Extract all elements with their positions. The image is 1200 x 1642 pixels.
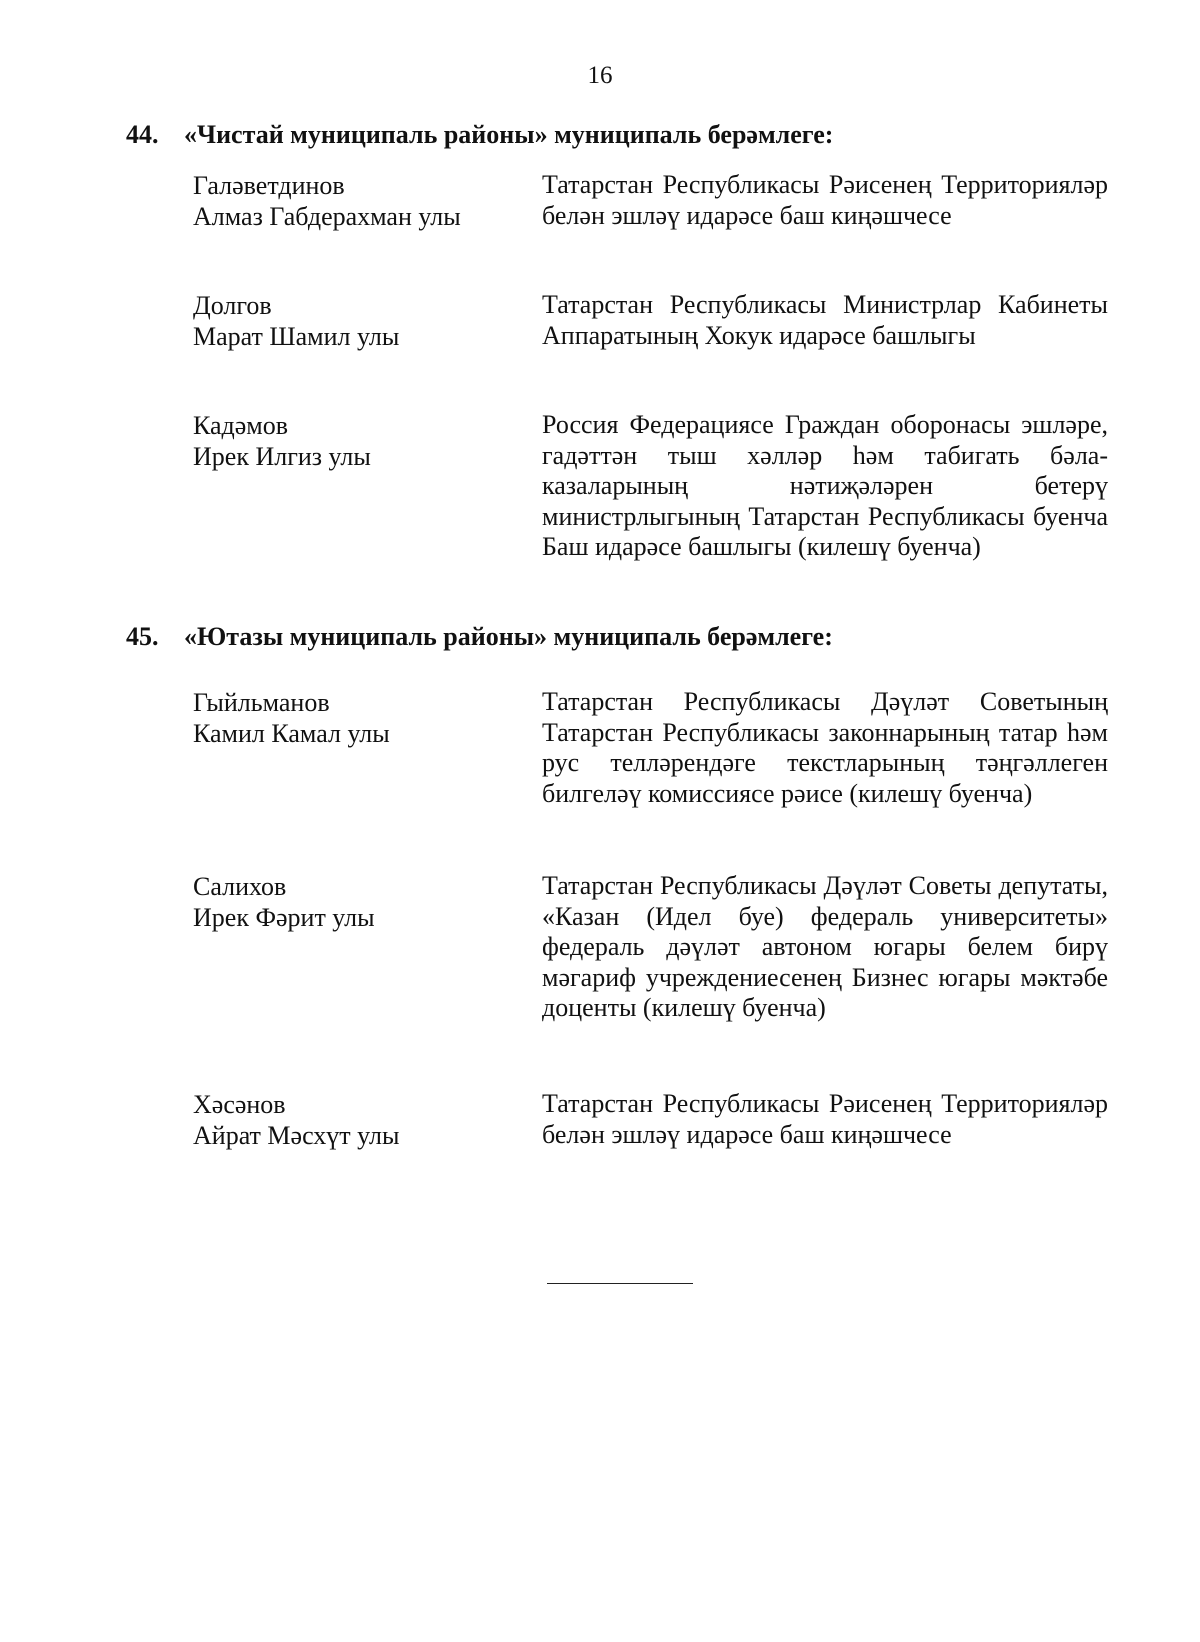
section-number: 44.	[126, 120, 159, 149]
member-given-name: Ирек Илгиз улы	[193, 442, 371, 471]
member-surname: Гыйльманов	[193, 688, 330, 717]
member-name	[193, 410, 513, 472]
member-given-name: Айрат Мәсхүт улы	[193, 1121, 400, 1150]
section-title: «Чистай муниципаль районы» муниципаль берәмлеге:	[184, 120, 834, 149]
member-position: Татарстан Республикасы Дәүләт Советы депутаты, «Казан (Идел буе) федераль университеты» федераль дәүләт автоном югары белем бирү мәгариф учреждениесенең Бизнес югары мәктәбе доценты (килешү буенча)	[542, 871, 1108, 1022]
member-name	[193, 290, 513, 352]
member-position: Татарстан Республикасы Министрлар Кабинеты Аппаратының Хокук идарәсе башлыгы	[542, 290, 1108, 350]
member-name	[193, 170, 513, 232]
section-header	[126, 120, 833, 150]
member-position: Россия Федерациясе Граждан оборонасы эшләре, гадәттән тыш хәлләр һәм табигать бәла-казаларының нәтиҗәләрен бетерү министрлыгының Татарстан Республикасы буенча Баш идарәсе башлыгы (килешү буенча)	[542, 410, 1108, 561]
member-surname: Долгов	[193, 291, 272, 320]
member-given-name: Алмаз Габдерахман улы	[193, 202, 461, 231]
member-given-name: Камил Камал улы	[193, 719, 390, 748]
member-name	[193, 687, 513, 749]
member-given-name: Ирек Фәрит улы	[193, 903, 375, 932]
page-number: 16	[587, 62, 613, 89]
member-name	[193, 871, 513, 933]
section-header	[126, 622, 833, 652]
section-title: «Ютазы муниципаль районы» муниципаль берәмлеге:	[184, 622, 833, 651]
section-number: 45.	[126, 622, 159, 651]
member-position: Татарстан Республикасы Дәүләт Советының Татарстан Республикасы законнарының татар һәм рус телләрендәге текстларының тәңгәллеген билгеләү комиссиясе рәисе (килешү буенча)	[542, 687, 1108, 808]
member-position: Татарстан Республикасы Рәисенең Территорияләр белән эшләү идарәсе баш киңәшчесе	[542, 170, 1108, 230]
member-name	[193, 1089, 513, 1151]
member-surname: Галәветдинов	[193, 171, 345, 200]
member-surname: Хәсәнов	[193, 1090, 286, 1119]
member-position: Татарстан Республикасы Рәисенең Территорияләр белән эшләү идарәсе баш киңәшчесе	[542, 1089, 1108, 1149]
member-given-name: Марат Шамил улы	[193, 322, 400, 351]
member-surname: Кадәмов	[193, 411, 289, 440]
member-surname: Салихов	[193, 872, 287, 901]
closing-separator-line	[547, 1283, 693, 1284]
